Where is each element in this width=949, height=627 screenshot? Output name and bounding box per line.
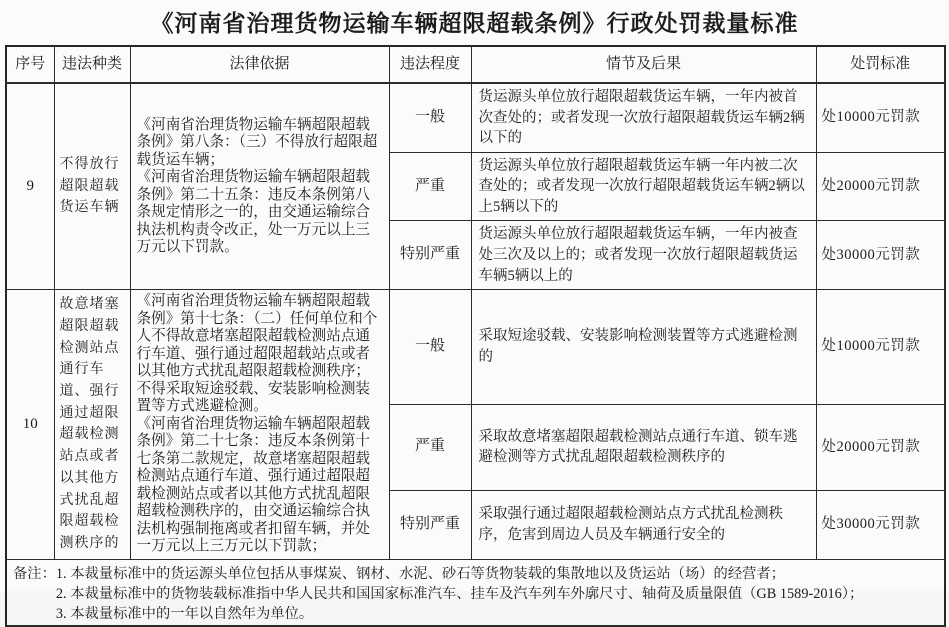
row10-circumstance-general: 采取短途驳载、安装影响检测装置等方式逃避检测的 [471, 290, 816, 404]
table-header-row [6, 46, 945, 83]
row10-penalty-especially-serious: 处30000元罚款 [816, 490, 945, 559]
note-item: 1. 本裁量标准中的货运源头单位包括从事煤炭、钢材、水泥、砂石等货物装载的集散地以及货运站（场）的经营者； [55, 565, 786, 582]
header-circumstances: 情节及后果 [471, 46, 816, 83]
row10-degree-especially-serious: 特别严重 [389, 490, 471, 559]
row10-circumstance-serious: 采取故意堵塞超限超载检测站点通行车道、锁车逃避检测等方式扰乱超限超载检测秩序的 [471, 404, 816, 490]
table-row [6, 83, 945, 152]
legal-basis-paragraph: 《河南省治理货物运输车辆超限超载条例》第十七条：（二）任何单位和个人不得故意堵塞超限超载检测站点通行车道、强行通过超限超载站点或者以其他方式扰乱超限超载检测秩序；不得采取短途驳载、安装影响检测装置等方式逃避检测。 [136, 293, 378, 415]
header-penalty-standard: 处罚标准 [816, 46, 945, 83]
row9-serial-number: 9 [6, 83, 54, 290]
row9-circumstance-general: 货运源头单位放行超限超载货运车辆，一年内被首次查处的；或者发现一次放行超限超载货运车辆2辆以下的 [471, 83, 816, 152]
row10-violation-type: 故意堵塞超限超载检测站点通行车道、强行通过超限超载检测站点或者以其他方式扰乱超限超载检测秩序的 [54, 290, 130, 560]
row10-penalty-serious: 处20000元罚款 [816, 404, 945, 490]
header-legal-basis: 法律依据 [130, 46, 389, 83]
legal-basis-paragraph: 《河南省治理货物运输车辆超限超载条例》第二十七条：违反本条例第十七条第二款规定，故意堵塞超限超载检测站点通行车道、强行通过超限超载检测站点或者以其他方式扰乱超限超载检测秩序的，由交通运输综合执法机构强制拖离或者扣留车辆，并处一万元以上三万元以下罚款； [136, 415, 371, 555]
note-item: 3. 本裁量标准中的一年以自然年为单位。 [55, 606, 314, 623]
row9-penalty-general: 处10000元罚款 [816, 83, 945, 152]
row10-degree-general: 一般 [389, 290, 471, 404]
row9-degree-especially-serious: 特别严重 [389, 221, 471, 290]
row9-degree-general: 一般 [389, 83, 471, 152]
table-row [6, 290, 945, 404]
notes-row [6, 559, 945, 625]
row10-legal-basis [130, 290, 389, 560]
notes-cell [6, 559, 945, 625]
row9-degree-serious: 严重 [389, 152, 471, 221]
penalty-standard-table [5, 45, 946, 627]
document-title: 《河南省治理货物运输车辆超限超载条例》行政处罚裁量标准 [150, 11, 799, 36]
row10-circumstance-especially-serious: 采取强行通过超限超载检测站点方式扰乱检测秩序，危害到周边人员及车辆通行安全的 [471, 490, 816, 559]
row9-penalty-especially-serious: 处30000元罚款 [816, 221, 945, 290]
note-item: 2. 本裁量标准中的货物装载标准指中华人民共和国国家标准汽车、挂车及汽车列车外廓尺寸、轴荷及质量限值（GB 1589-2016）； [55, 586, 864, 602]
legal-basis-paragraph: 《河南省治理货物运输车辆超限超载条例》第二十五条：违反本条例第八条规定情形之一的，由交通运输综合执法机构责令改正，处一万元以上三万元以下罚款。 [136, 169, 371, 256]
row9-violation-type: 不得放行超限超载货运车辆 [54, 83, 130, 290]
row9-legal-basis [130, 83, 389, 290]
row10-serial-number: 10 [6, 290, 54, 560]
row9-circumstance-especially-serious: 货运源头单位放行超限超载货运车辆，一年内被查处三次及以上的；或者发现一次放行超限超载货运车辆5辆以上的 [471, 221, 816, 290]
legal-basis-paragraph: 《河南省治理货物运输车辆超限超载条例》第八条：（三）不得放行超限超载货运车辆； [136, 116, 378, 168]
header-serial-number: 序号 [6, 46, 54, 83]
notes-list [56, 564, 938, 625]
row10-penalty-general: 处10000元罚款 [816, 290, 945, 404]
notes-wrap [13, 564, 938, 625]
header-violation-degree: 违法程度 [389, 46, 471, 83]
row9-penalty-serious: 处20000元罚款 [816, 152, 945, 221]
header-violation-type: 违法种类 [54, 46, 130, 83]
row10-degree-serious: 严重 [389, 404, 471, 490]
row9-circumstance-serious: 货运源头单位放行超限超载货运车辆一年内被二次查处的；或者发现一次放行超限超载货运车辆2辆以上5辆以下的 [471, 152, 816, 221]
notes-label: 备注： [13, 565, 56, 582]
